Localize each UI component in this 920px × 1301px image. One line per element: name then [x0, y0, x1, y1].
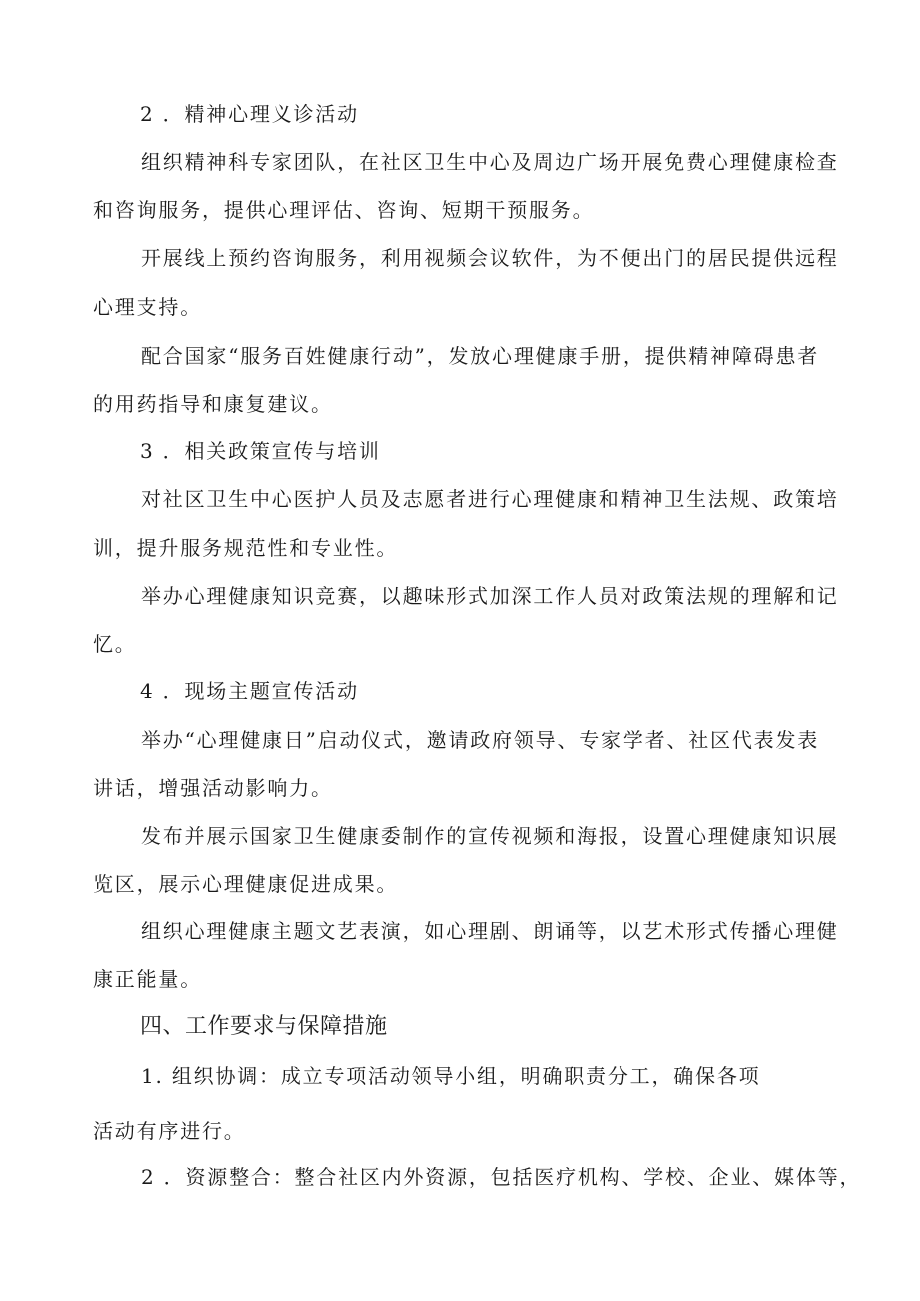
paragraph-line: 开展线上预约咨询服务，利用视频会议软件，为不便出门的居民提供远程 [141, 246, 839, 270]
part-heading: 四、工作要求与保障措施 [140, 1014, 388, 1039]
paragraph-line: 的用药指导和康复建议。 [93, 392, 333, 416]
paragraph-line: 对社区卫生中心医护人员及志愿者进行心理健康和精神卫生法规、政策培 [141, 487, 839, 511]
paragraph-line: 览区，展示心理健康促进成果。 [93, 872, 399, 896]
paragraph-line: 活动有序进行。 [93, 1119, 246, 1143]
paragraph-line: 组织精神科专家团队，在社区卫生中心及周边广场开展免费心理健康检查 [141, 150, 839, 174]
paragraph-line: 配合国家“服务百姓健康行动”，发放心理健康手册，提供精神障碍患者 [141, 344, 820, 368]
paragraph-line: 发布并展示国家卫生健康委制作的宣传视频和海报，设置心理健康知识展 [141, 824, 839, 848]
section-heading: 3 ．相关政策宣传与培训 [140, 439, 381, 463]
paragraph-line: 组织心理健康主题文艺表演，如心理剧、朗诵等，以艺术形式传播心理健 [141, 919, 839, 943]
paragraph-line: 心理支持。 [93, 295, 202, 319]
paragraph-line: 1. 组织协调：成立专项活动领导小组，明确职责分工，确保各项 [141, 1064, 761, 1088]
paragraph-line: 训，提升服务规范性和专业性。 [93, 536, 399, 560]
paragraph-line: 讲话，增强活动影响力。 [93, 776, 333, 800]
paragraph-line: 2 ．资源整合：整合社区内外资源，包括医疗机构、学校、企业、媒体等， [141, 1165, 862, 1189]
paragraph-line: 康正能量。 [93, 967, 202, 991]
section-heading: 4 ．现场主题宣传活动 [140, 679, 359, 703]
paragraph-line: 举办“心理健康日”启动仪式，邀请政府领导、专家学者、社区代表发表 [141, 728, 820, 752]
paragraph-line: 和咨询服务，提供心理评估、咨询、短期干预服务。 [93, 198, 595, 222]
section-heading: 2 ．精神心理义诊活动 [140, 102, 359, 126]
paragraph-line: 举办心理健康知识竞赛，以趣味形式加深工作人员对政策法规的理解和记 [141, 584, 839, 608]
paragraph-line: 忆。 [93, 632, 137, 656]
